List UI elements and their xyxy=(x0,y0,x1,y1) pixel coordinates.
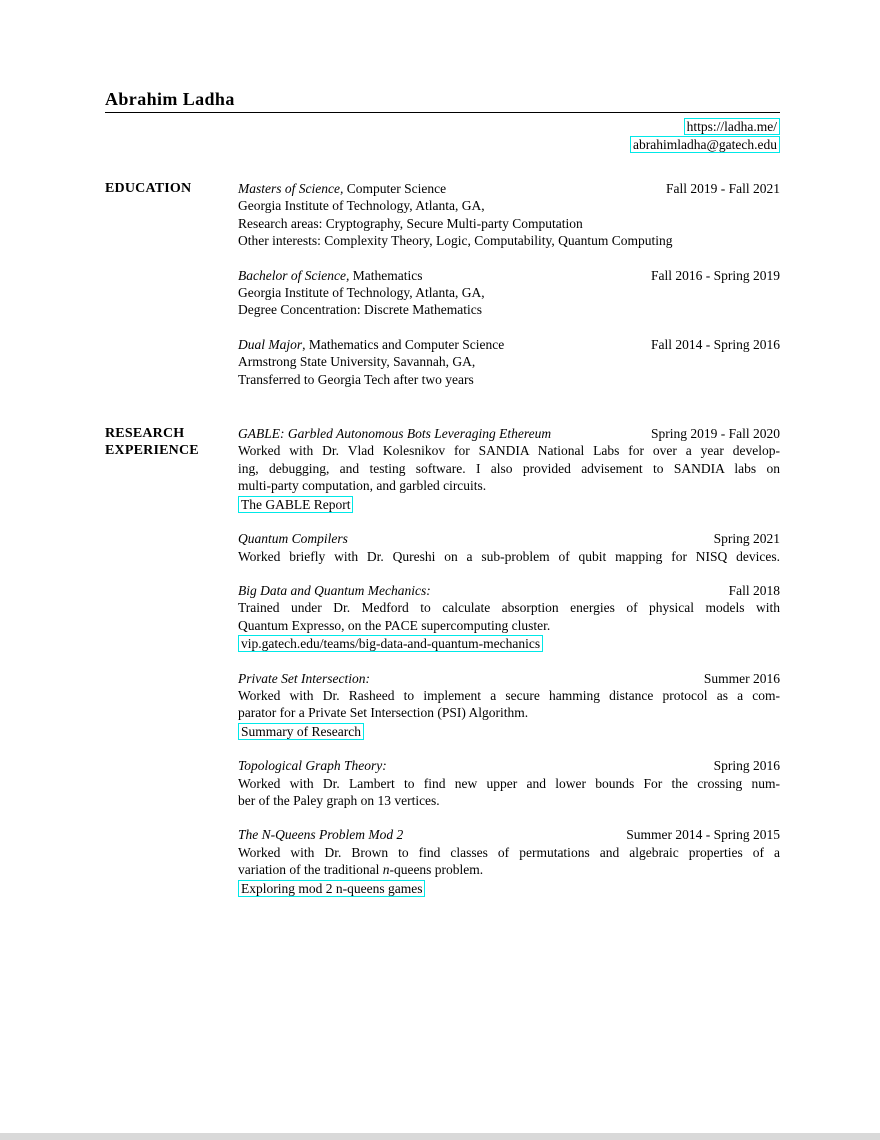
entry-title-row xyxy=(238,826,780,843)
entry-title-row xyxy=(238,425,780,442)
entry-date: Spring 2016 xyxy=(713,758,780,774)
entry-title-row xyxy=(238,670,780,687)
body-line: Worked briefly with Dr. Qureshi on a sub-problem of qubit mapping for NISQ devices. xyxy=(238,548,780,564)
degree-field: , Mathematics and Computer Science xyxy=(302,336,505,352)
contact-links xyxy=(105,118,780,153)
entry-title-row xyxy=(238,336,780,353)
body-line: ing, debugging, and testing software. I also provided advisement to SANDIA labs on xyxy=(238,460,780,476)
math-variable: n xyxy=(382,862,390,878)
body-line: Other interests: Complexity Theory, Logic, Computability, Quantum Computing xyxy=(238,233,673,249)
education-section xyxy=(105,180,780,388)
entry-title xyxy=(238,180,446,197)
body-text: variation of the traditional xyxy=(238,862,383,878)
entry-date: Summer 2016 xyxy=(703,670,780,686)
research-entry-big-data xyxy=(238,582,780,653)
degree-name: Dual Major xyxy=(238,336,303,352)
degree-name: Bachelor of Science, xyxy=(238,267,350,283)
degree-field: Computer Science xyxy=(343,181,447,196)
link-line xyxy=(238,723,780,740)
page-content xyxy=(105,88,780,897)
research-entry-psi xyxy=(238,670,780,741)
gable-report-link[interactable]: The GABLE Report xyxy=(238,496,353,513)
entry-title xyxy=(238,336,504,353)
research-entry-gable xyxy=(238,425,780,513)
body-line: Transferred to Georgia Tech after two years xyxy=(238,371,474,387)
header xyxy=(105,88,780,153)
entry-title-row xyxy=(238,267,780,284)
body-line xyxy=(238,861,780,878)
body-line: Quantum Expresso, on the PACE supercomputing cluster. xyxy=(238,617,551,633)
research-entry-nqueens xyxy=(238,826,780,897)
entry-title: Private Set Intersection: xyxy=(238,670,370,686)
body-line: Worked with Dr. Brown to find classes of permutations and algebraic properties of a xyxy=(238,844,780,860)
link-line xyxy=(238,496,780,513)
section-label-line: RESEARCH xyxy=(105,426,185,442)
entry-date: Summer 2014 - Spring 2015 xyxy=(626,827,780,843)
summary-of-research-link[interactable]: Summary of Research xyxy=(238,723,364,740)
header-rule xyxy=(105,112,780,113)
body-line: Worked with Dr. Lambert to find new upper and lower bounds For the crossing num- xyxy=(238,775,780,791)
body-line: Georgia Institute of Technology, Atlanta, GA, xyxy=(238,285,485,301)
entry-title: Big Data and Quantum Mechanics: xyxy=(238,582,431,598)
body-line: parator for a Private Set Intersection (PSI) Algorithm. xyxy=(238,705,529,721)
body-text: -queens problem. xyxy=(389,862,484,878)
education-entry-bachelors xyxy=(238,267,780,319)
research-section xyxy=(105,425,780,897)
entry-title-row xyxy=(238,530,780,547)
research-entry-quantum-compilers xyxy=(238,530,780,565)
entry-title-row xyxy=(238,757,780,774)
entry-date: Spring 2019 - Fall 2020 xyxy=(650,426,780,442)
entry-title xyxy=(238,267,422,284)
entry-date: Fall 2014 - Spring 2016 xyxy=(650,336,780,352)
body-line: Georgia Institute of Technology, Atlanta, GA, xyxy=(238,198,485,214)
degree-field: Mathematics xyxy=(349,267,423,283)
entry-title: Topological Graph Theory: xyxy=(238,758,387,774)
entry-title: Quantum Compilers xyxy=(238,531,348,547)
body-line: ber of the Paley graph on 13 vertices. xyxy=(238,792,440,808)
body-line: Worked with Dr. Vlad Kolesnikov for SANDIA National Labs for over a year develop- xyxy=(238,443,780,459)
vip-gatech-link[interactable]: vip.gatech.edu/teams/big-data-and-quantum-mechanics xyxy=(238,635,543,652)
degree-name: Masters of Science, xyxy=(238,181,344,196)
entry-date: Fall 2019 - Fall 2021 xyxy=(666,181,780,196)
email-link[interactable]: abrahimladha@gatech.edu xyxy=(630,136,780,153)
body-line: multi-party computation, and garbled circuits. xyxy=(238,478,487,494)
education-entry-masters xyxy=(238,180,780,250)
link-line xyxy=(238,880,780,897)
resume-name: Abrahim Ladha xyxy=(105,89,235,109)
entry-title: The N-Queens Problem Mod 2 xyxy=(238,827,404,843)
entry-date: Spring 2021 xyxy=(713,531,780,547)
entry-title-row xyxy=(238,582,780,599)
section-label-line: EDUCATION xyxy=(105,181,192,196)
education-entry-dual-major xyxy=(238,336,780,388)
section-label-research xyxy=(105,425,238,460)
entry-title: GABLE: Garbled Autonomous Bots Leveraging Ethereum xyxy=(238,426,552,442)
section-label-line: EXPERIENCE xyxy=(105,443,199,459)
research-entries xyxy=(238,425,780,897)
link-line xyxy=(238,635,780,652)
section-label-education xyxy=(105,180,238,197)
entry-title-row xyxy=(238,180,780,197)
website-link[interactable]: https://ladha.me/ xyxy=(684,118,780,135)
education-entries xyxy=(238,180,780,388)
body-line: Worked with Dr. Rasheed to implement a secure hamming distance protocol as a com- xyxy=(238,687,780,703)
horizontal-scrollbar-track[interactable] xyxy=(0,1133,880,1140)
nqueens-games-link[interactable]: Exploring mod 2 n-queens games xyxy=(238,880,425,897)
research-entry-graph-theory xyxy=(238,757,780,809)
body-line: Research areas: Cryptography, Secure Multi-party Computation xyxy=(238,215,583,231)
entry-date: Fall 2016 - Spring 2019 xyxy=(650,267,780,283)
body-line: Degree Concentration: Discrete Mathematics xyxy=(238,302,483,318)
body-line: Trained under Dr. Medford to calculate absorption energies of physical models with xyxy=(238,600,780,616)
entry-date: Fall 2018 xyxy=(728,582,780,598)
body-line: Armstrong State University, Savannah, GA, xyxy=(238,354,476,370)
